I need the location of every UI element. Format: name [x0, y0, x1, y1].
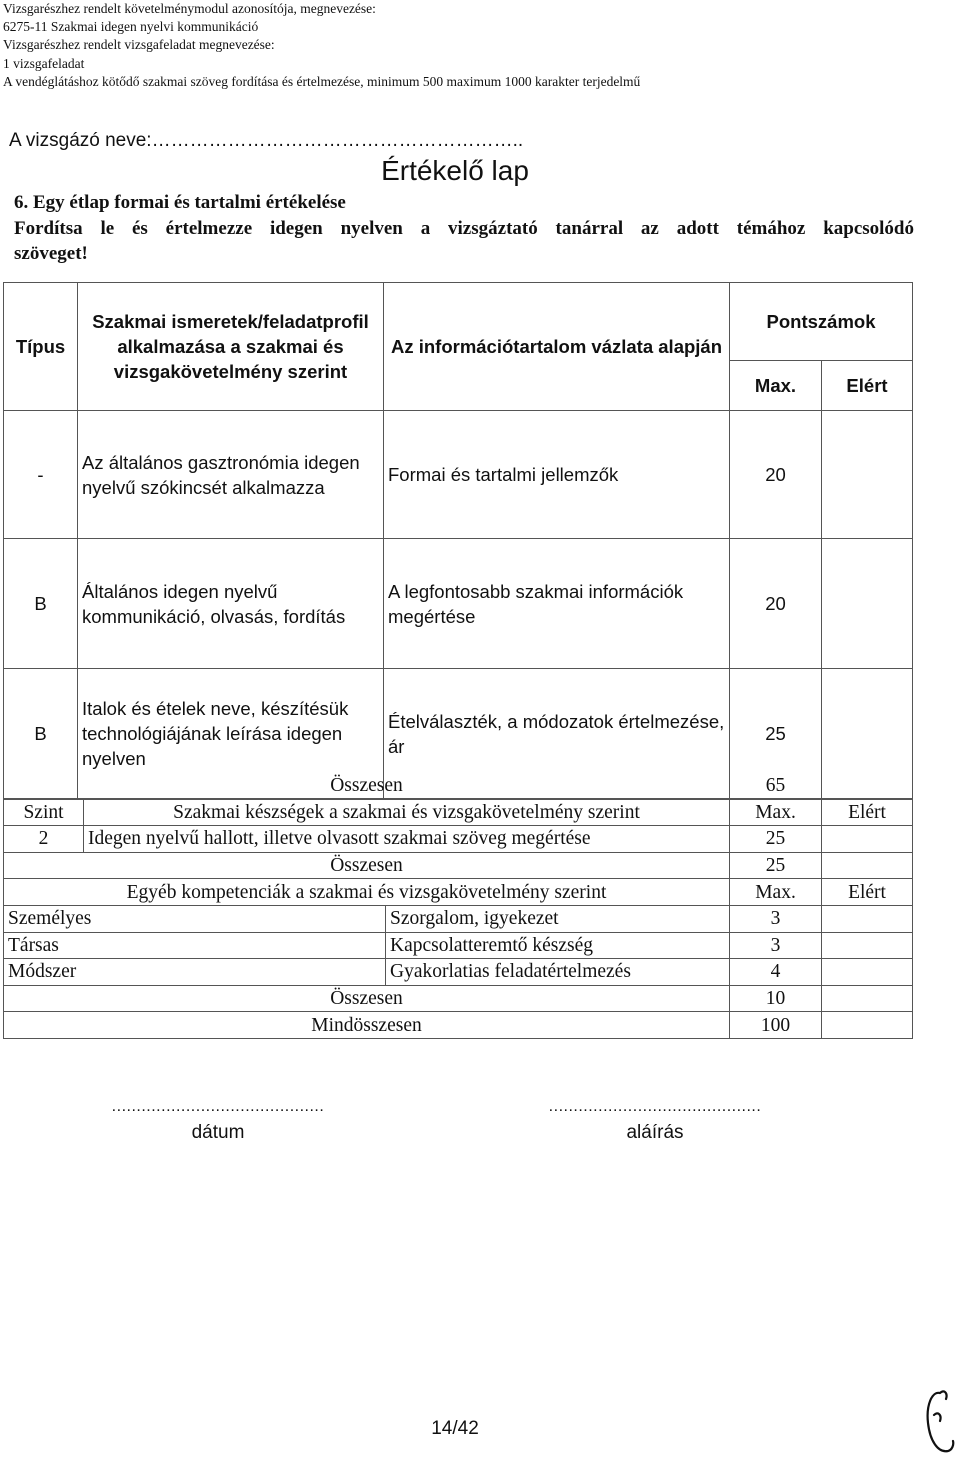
- skills-achieved-header: Elért: [822, 799, 913, 826]
- competences-max-header: Max.: [730, 879, 822, 906]
- competence-row: [4, 932, 913, 959]
- row-max: 20: [730, 411, 822, 539]
- signature-label: aláírás: [626, 1122, 684, 1143]
- total-value: 25: [730, 852, 822, 879]
- competence-kind: Társas: [4, 932, 386, 959]
- competence-row: [4, 959, 913, 986]
- header-line-module-label: Vizsgarészhez rendelt követelménymodul azonosítója, megnevezése:: [3, 1, 376, 16]
- header-content: Az információtartalom vázlata alapján: [384, 283, 730, 411]
- competence-row: [4, 905, 913, 932]
- competence-max: 3: [730, 932, 822, 959]
- competence-max: 3: [730, 905, 822, 932]
- header-line-task-number: 1 vizsgafeladat: [3, 55, 85, 71]
- competence-item: Kapcsolatteremtő készség: [386, 932, 730, 959]
- page-title: Értékelő lap: [381, 155, 529, 186]
- total-achieved[interactable]: [822, 773, 913, 799]
- grand-total-row: [4, 1012, 913, 1039]
- header-line-module: 6275-11 Szakmai idegen nyelvi kommunikáció: [3, 19, 259, 35]
- row-profile: Általános idegen nyelvű kommunikáció, olvasás, fordítás: [78, 539, 384, 669]
- header-max: Max.: [730, 361, 822, 411]
- total-row: [4, 852, 913, 879]
- signature-dots: ...........................................: [548, 1098, 762, 1115]
- header-profile: Szakmai ismeretek/feladatprofil alkalmazása a szakmai és vizsgakövetelmény szerint: [78, 283, 384, 411]
- table-row: [4, 411, 913, 539]
- skills-header-row: [4, 799, 913, 826]
- row-content: A legfontosabb szakmai információk megértése: [384, 539, 730, 669]
- row-type: B: [4, 669, 78, 799]
- competence-achieved[interactable]: [822, 959, 913, 986]
- skills-level-header: Szint: [4, 799, 84, 826]
- task-instruction-end: szöveget!: [14, 243, 88, 264]
- grand-total-label: Mindösszesen: [4, 1012, 730, 1039]
- candidate-name-line: A vizsgázó neve:…………………………………………………..: [9, 130, 524, 151]
- row-profile: Az általános gasztronómia idegen nyelvű szókincsét alkalmazza: [78, 411, 384, 539]
- row-max: 20: [730, 539, 822, 669]
- skills-achieved[interactable]: [822, 826, 913, 853]
- task-heading: 6. Egy étlap formai és tartalmi értékelése: [14, 192, 346, 213]
- row-achieved[interactable]: [822, 411, 913, 539]
- total-label: Összesen: [4, 852, 730, 879]
- skills-max: 25: [730, 826, 822, 853]
- header-line-task-title: A vendéglátáshoz kötődő szakmai szöveg fordítása és értelmezése, minimum 500 maximum 1000 karakter terjedelmű: [3, 73, 641, 89]
- header-line-task-label: Vizsgarészhez rendelt vizsgafeladat megnevezése:: [3, 37, 275, 53]
- header-type: Típus: [4, 283, 78, 411]
- summary-table: [3, 773, 913, 1039]
- total-row: [4, 773, 913, 799]
- total-value: 10: [730, 985, 822, 1012]
- task-instruction: Fordítsa le és értelmezze idegen nyelven a vizsgáztató tanárral az adott témához kapcsolódó: [14, 217, 914, 239]
- competences-achieved-header: Elért: [822, 879, 913, 906]
- competence-max: 4: [730, 959, 822, 986]
- skills-row: [4, 826, 913, 853]
- competence-item: Gyakorlatias feladatértelmezés: [386, 959, 730, 986]
- competence-achieved[interactable]: [822, 905, 913, 932]
- grand-total-achieved[interactable]: [822, 1012, 913, 1039]
- task-description: [14, 190, 914, 267]
- competence-kind: Személyes: [4, 905, 386, 932]
- skills-text: Idegen nyelvű hallott, illetve olvasott szakmai szöveg megértése: [84, 826, 730, 853]
- row-content: Ételválaszték, a módozatok értelmezése, ár: [384, 669, 730, 799]
- total-value: 65: [730, 773, 822, 799]
- row-content: Formai és tartalmi jellemzők: [384, 411, 730, 539]
- grand-total-value: 100: [730, 1012, 822, 1039]
- skills-level: 2: [4, 826, 84, 853]
- header-achieved: Elért: [822, 361, 913, 411]
- initials-mark-icon: [920, 1385, 958, 1460]
- date-dots: ...........................................: [111, 1098, 325, 1115]
- row-max: 25: [730, 669, 822, 799]
- competences-title: Egyéb kompetenciák a szakmai és vizsgakövetelmény szerint: [4, 879, 730, 906]
- row-type: -: [4, 411, 78, 539]
- row-profile: Italok és ételek neve, készítésük technológiájának leírása idegen nyelven: [78, 669, 384, 799]
- total-label: Összesen: [4, 773, 730, 799]
- table-row: [4, 539, 913, 669]
- competence-item: Szorgalom, igyekezet: [386, 905, 730, 932]
- competence-kind: Módszer: [4, 959, 386, 986]
- page-number: 14/42: [431, 1418, 479, 1439]
- total-label: Összesen: [4, 985, 730, 1012]
- competence-achieved[interactable]: [822, 932, 913, 959]
- date-label: dátum: [191, 1122, 245, 1143]
- row-achieved[interactable]: [822, 539, 913, 669]
- competences-header-row: [4, 879, 913, 906]
- total-achieved[interactable]: [822, 852, 913, 879]
- row-type: B: [4, 539, 78, 669]
- total-row: [4, 985, 913, 1012]
- date-field[interactable]: [88, 1098, 348, 1144]
- document-header: [3, 0, 640, 91]
- evaluation-table: [3, 282, 913, 799]
- header-points: Pontszámok: [730, 283, 913, 361]
- total-achieved[interactable]: [822, 985, 913, 1012]
- skills-title: Szakmai készségek a szakmai és vizsgakövetelmény szerint: [84, 799, 730, 826]
- skills-max-header: Max.: [730, 799, 822, 826]
- signature-field[interactable]: [525, 1098, 785, 1144]
